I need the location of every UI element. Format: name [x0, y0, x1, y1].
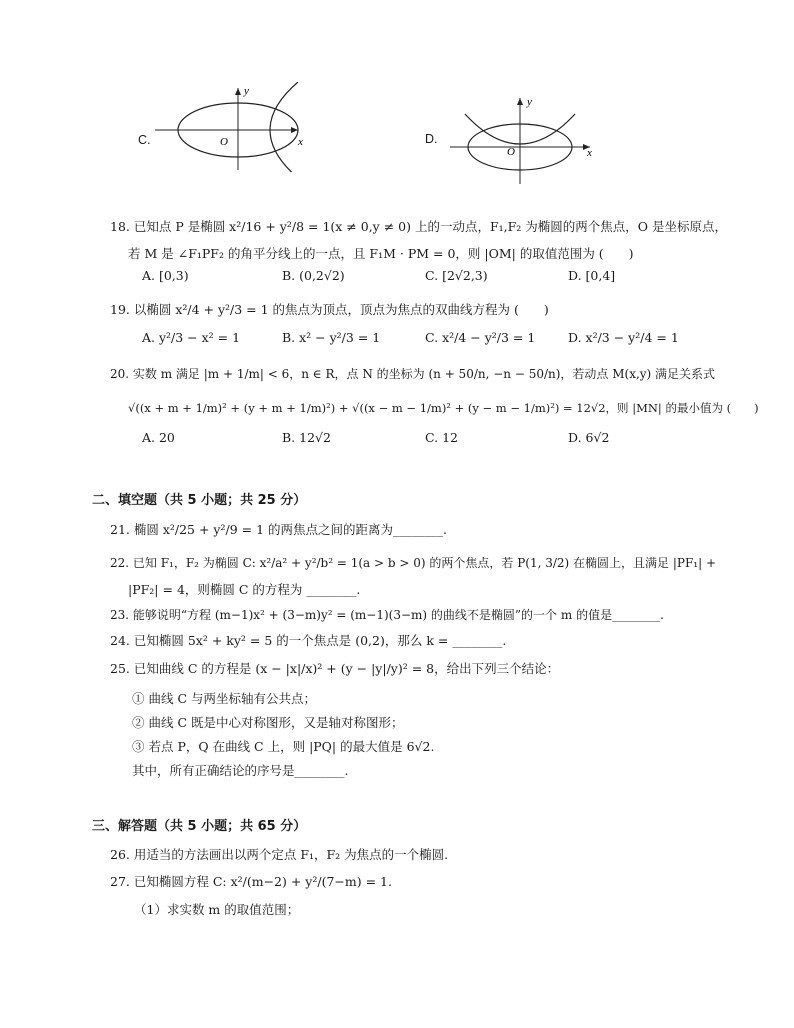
q18-option-b: B. (0,2√2) [282, 268, 345, 283]
q27-sub1: （1）求实数 m 的取值范围； [134, 902, 300, 917]
q18-option-d: D. [0,4] [568, 268, 616, 283]
q22-line2: |PF₂| = 4，则椭圆 C 的方程为 ________. [128, 582, 361, 597]
q22-line1: 22. 已知 F₁，F₂ 为椭圆 C: x²/a² + y²/b² = 1(a > b > 0) 的两个焦点，若 P(1, 3/2) 在椭圆上，且满足 |PF₁| + [110, 556, 717, 570]
q27-line1: 27. 已知椭圆方程 C: x²/(m−2) + y²/(7−m) = 1. [110, 874, 392, 889]
q18-line2: 若 M 是 ∠F₁PF₂ 的角平分线上的一点，且 F₁M · PM = 0，则 |OM| 的取值范围为 ( ) [128, 246, 634, 261]
q25-line1: 25. 已知曲线 C 的方程是 (x − |x|/x)² + (y − |y|/y)² = 8，给出下列三个结论： [110, 661, 560, 676]
figure-d-graph [445, 92, 605, 187]
q26-text: 26. 用适当的方法画出以两个定点 F₁，F₂ 为焦点的一个椭圆. [110, 847, 449, 862]
q19-option-c: C. x²/4 − y²/3 = 1 [425, 330, 536, 345]
figure-c-graph [150, 82, 320, 172]
q20-option-d: D. 6√2 [568, 430, 610, 445]
figure-d-origin-label: O [507, 146, 515, 158]
section-2-title: 二、填空题（共 5 小题；共 25 分） [92, 493, 307, 508]
q20-line2: √((x + m + 1/m)² + (y + m + 1/m)²) + √((x − m − 1/m)² + (y − m − 1/m)²) = 12√2，则 |MN| 的最小值为 ( ) [128, 401, 759, 415]
option-d-label: D. [425, 132, 438, 146]
q25-item-1: ① 曲线 C 与两坐标轴有公共点； [132, 691, 316, 706]
section-3-title: 三、解答题（共 5 小题；共 65 分） [92, 819, 307, 834]
q25-item-3: ③ 若点 P，Q 在曲线 C 上，则 |PQ| 的最大值是 6√2. [132, 739, 435, 754]
q18-option-a: A. [0,3) [142, 268, 189, 283]
q19-option-a: A. y²/3 − x² = 1 [142, 330, 241, 345]
q18-option-c: C. [2√2,3) [425, 268, 488, 283]
figure-d-x-label: x [587, 147, 592, 159]
figure-c-x-label: x [298, 136, 303, 148]
q19-line1: 19. 以椭圆 x²/4 + y²/3 = 1 的焦点为顶点，顶点为焦点的双曲线方程为 ( ) [110, 302, 549, 317]
figure-d-y-label: y [527, 96, 532, 108]
q20-line1: 20. 实数 m 满足 |m + 1/m| < 6，n ∈ R，点 N 的坐标为 (n + 50/n, −n − 50/n)，若动点 M(x,y) 满足关系式 [110, 367, 716, 381]
q25-item-2: ② 曲线 C 既是中心对称图形，又是轴对称图形； [132, 715, 404, 730]
q25-closing: 其中，所有正确结论的序号是________. [132, 763, 349, 778]
q24-text: 24. 已知椭圆 5x² + ky² = 5 的一个焦点是 (0,2)，那么 k = ________. [110, 633, 507, 648]
q23-text: 23. 能够说明“方程 (m−1)x² + (3−m)y² = (m−1)(3−m) 的曲线不是椭圆”的一个 m 的值是________. [110, 608, 664, 622]
q19-option-b: B. x² − y²/3 = 1 [282, 330, 381, 345]
q20-option-b: B. 12√2 [282, 430, 331, 445]
figure-c-y-label: y [244, 85, 249, 97]
q19-option-d: D. x²/3 − y²/4 = 1 [568, 330, 679, 345]
q21-text: 21. 椭圆 x²/25 + y²/9 = 1 的两焦点之间的距离为________. [110, 522, 447, 537]
option-c-label: C. [138, 133, 151, 147]
figure-c-origin-label: O [220, 136, 228, 148]
q18-line1: 18. 已知点 P 是椭圆 x²/16 + y²/8 = 1(x ≠ 0,y ≠ 0) 上的一动点，F₁,F₂ 为椭圆的两个焦点，O 是坐标原点， [110, 219, 727, 234]
q20-option-a: A. 20 [142, 430, 175, 445]
q20-option-c: C. 12 [425, 430, 458, 445]
